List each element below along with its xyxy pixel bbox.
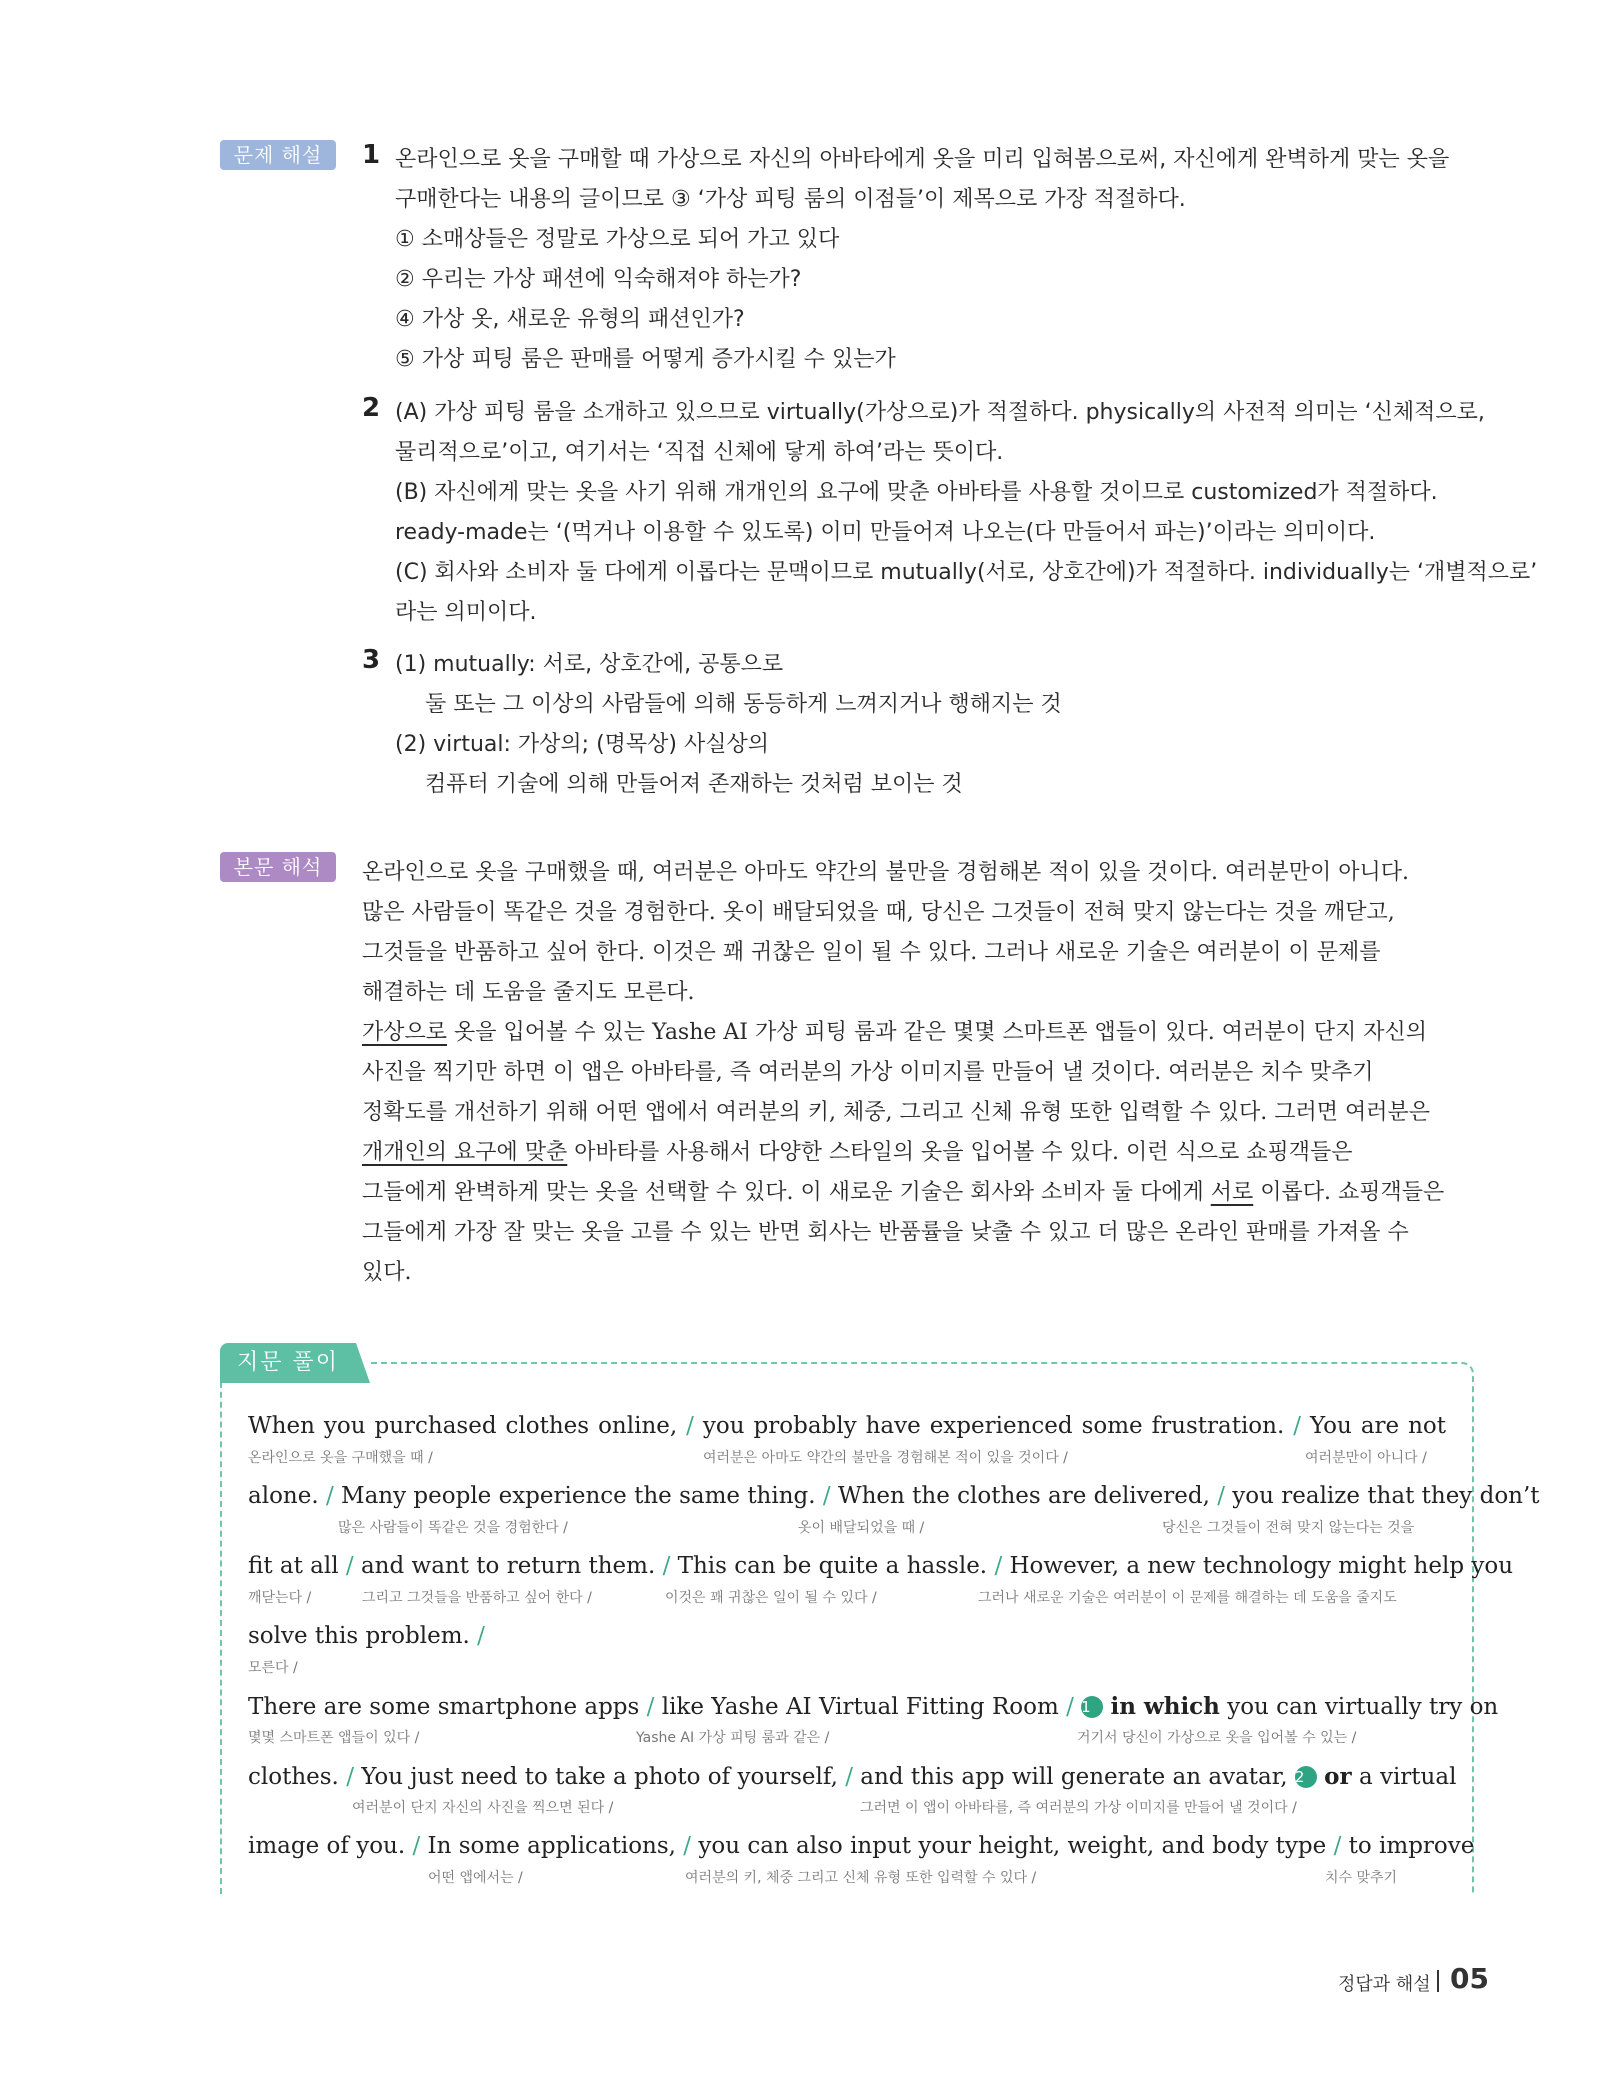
translation-line: 가상으로 옷을 입어볼 수 있는 Yashe AI 가상 피팅 룸과 같은 몇몇 스마트폰 앱들이 있다. 여러분이 단지 자신의 [362,1020,1427,1045]
choice-line: ⑤ 가상 피팅 룸은 판매를 어떻게 증가시킬 수 있는가 [395,347,896,372]
breakdown-tab: 지문 풀이 [220,1343,356,1383]
breakdown-english-line: image of you. / In some applications, / you can also input your height, weight, and body type / to improve [248,1833,1475,1859]
breakdown-korean-gloss: 어떤 앱에서는 / [428,1870,523,1886]
breakdown-korean-gloss: 옷이 배달되었을 때 / [798,1520,925,1536]
underlined-word: 가상으로 [362,1020,448,1045]
breakdown-english-line: clothes. / You just need to take a photo of yourself, / and this app will generate an avatar, 2 or a virtual [248,1763,1457,1790]
breakdown-korean-gloss: 온라인으로 옷을 구매했을 때 / [248,1450,433,1466]
solution-line: ready-made는 ‘(먹거나 이용할 수 있도록) 이미 만들어져 나오는(다 만들어서 파는)’이라는 의미이다. [395,520,1376,545]
footer-label: 정답과 해설 [1338,1974,1431,1995]
breakdown-korean-gloss: 여러분이 단지 자신의 사진을 찍으면 된다 / [352,1800,614,1816]
breakdown-korean-gloss: 깨닫는다 / [248,1590,312,1606]
circled-number-2: 2 [1295,1766,1317,1788]
translation-line: 온라인으로 옷을 구매했을 때, 여러분은 아마도 약간의 불만을 경험해본 적이 있을 것이다. 여러분만이 아니다. [362,860,1409,885]
translation-line: 개개인의 요구에 맞춘 아바타를 사용해서 다양한 스타일의 옷을 입어볼 수 있다. 이런 식으로 쇼핑객들은 [362,1140,1353,1165]
breakdown-korean-gloss: 치수 맞추기 [1325,1870,1398,1886]
breakdown-english-line: There are some smartphone apps / like Yashe AI Virtual Fitting Room / 1 in which you can virtually try on [248,1693,1499,1720]
choice-line: ① 소매상들은 정말로 가상으로 되어 가고 있다 [395,227,840,252]
translation-line: 그들에게 가장 잘 맞는 옷을 고를 수 있는 반면 회사는 반품률을 낮출 수 있고 더 많은 온라인 판매를 가져올 수 [362,1220,1409,1245]
solution-line: 구매한다는 내용의 글이므로 ③ ‘가상 피팅 룸의 이점들’이 제목으로 가장 적절하다. [395,187,1186,212]
translation-line: 있다. [362,1260,412,1285]
solution-badge: 문제 해설 [220,140,336,170]
breakdown-korean-gloss: 이것은 꽤 귀찮은 일이 될 수 있다 / [665,1590,877,1606]
grammar-point: in which [1110,1693,1220,1720]
solution-line: (C) 회사와 소비자 둘 다에게 이롭다는 문맥이므로 mutually(서로, 상호간에)가 적절하다. individually는 ‘개별적으로’ [395,560,1538,585]
breakdown-korean-gloss: 모른다 / [248,1660,298,1676]
translation-line: 사진을 찍기만 하면 이 앱은 아바타를, 즉 여러분의 가상 이미지를 만들어 낼 것이다. 여러분은 치수 맞추기 [362,1060,1374,1085]
circled-number-1: 1 [1081,1696,1103,1718]
solution-line: 라는 의미이다. [395,600,537,625]
definition-term: (1) mutually: 서로, 상호간에, 공통으로 [395,652,784,677]
solution-line: 물리적으로’이고, 여기서는 ‘직접 신체에 닿게 하여’라는 뜻이다. [395,440,1004,465]
breakdown-english-line: solve this problem. / [248,1623,485,1649]
underlined-word: 서로 [1210,1180,1254,1205]
solution-line: (B) 자신에게 맞는 옷을 사기 위해 개개인의 요구에 맞춘 아바타를 사용할 것이므로 customized가 적절하다. [395,480,1438,505]
solution-line: 온라인으로 옷을 구매할 때 가상으로 자신의 아바타에게 옷을 미리 입혀봄으로써, 자신에게 완벽하게 맞는 옷을 [395,147,1450,172]
translation-line: 그들에게 완벽하게 맞는 옷을 선택할 수 있다. 이 새로운 기술은 회사와 소비자 둘 다에게 서로 이롭다. 쇼핑객들은 [362,1180,1445,1205]
breakdown-english-line: fit at all / and want to return them. / This can be quite a hassle. / However, a new technology might help you [248,1553,1514,1579]
translation-line: 정확도를 개선하기 위해 어떤 앱에서 여러분의 키, 체중, 그리고 신체 유형 또한 입력할 수 있다. 그러면 여러분은 [362,1100,1430,1125]
translation-line: 그것들을 반품하고 싶어 한다. 이것은 꽤 귀찮은 일이 될 수 있다. 그러나 새로운 기술은 여러분이 이 문제를 [362,940,1381,965]
breakdown-korean-gloss: 몇몇 스마트폰 앱들이 있다 / [248,1730,420,1746]
definition-term: (2) virtual: 가상의; (명목상) 사실상의 [395,732,769,757]
breakdown-korean-gloss: 여러분만이 아니다 / [1305,1450,1427,1466]
definition-text: 컴퓨터 기술에 의해 만들어져 존재하는 것처럼 보이는 것 [425,772,963,797]
question-number: 2 [362,393,381,423]
grammar-point: or [1324,1763,1352,1790]
translation-line: 해결하는 데 도움을 줄지도 모른다. [362,980,695,1005]
breakdown-korean-gloss: 그러면 이 앱이 아바타를, 즉 여러분의 가상 이미지를 만들어 낼 것이다 / [860,1800,1297,1816]
translation-badge: 본문 해석 [220,852,336,882]
breakdown-korean-gloss: 거기서 당신이 가상으로 옷을 입어볼 수 있는 / [1077,1730,1357,1746]
solution-line: (A) 가상 피팅 룸을 소개하고 있으므로 virtually(가상으로)가 적절하다. physically의 사전적 의미는 ‘신체적으로, [395,400,1485,425]
breakdown-korean-gloss: 그리고 그것들을 반품하고 싶어 한다 / [362,1590,592,1606]
underlined-word: 개개인의 요구에 맞춘 [362,1140,568,1165]
breakdown-korean-gloss: 그러나 새로운 기술은 여러분이 이 문제를 해결하는 데 도움을 줄지도 [978,1590,1397,1606]
definition-text: 둘 또는 그 이상의 사람들에 의해 동등하게 느껴지거나 행해지는 것 [425,692,1062,717]
question-number: 3 [362,645,381,675]
breakdown-english-line: alone. / Many people experience the same thing. / When the clothes are delivered, / you realize that they don’t [248,1483,1540,1509]
page-number: 05 [1450,1962,1489,1995]
question-number: 1 [362,140,381,170]
translation-line: 많은 사람들이 똑같은 것을 경험한다. 옷이 배달되었을 때, 당신은 그것들이 전혀 맞지 않는다는 것을 깨닫고, [362,900,1395,925]
breakdown-korean-gloss: 여러분은 아마도 약간의 불만을 경험해본 적이 있을 것이다 / [703,1450,1068,1466]
breakdown-korean-gloss: 여러분의 키, 체중 그리고 신체 유형 또한 입력할 수 있다 / [685,1870,1037,1886]
choice-line: ④ 가상 옷, 새로운 유형의 패션인가? [395,307,745,332]
breakdown-korean-gloss: 많은 사람들이 똑같은 것을 경험한다 / [338,1520,568,1536]
breakdown-english-line: When you purchased clothes online, / you probably have experienced some frustration. / You are not [248,1413,1447,1439]
choice-line: ② 우리는 가상 패션에 익숙해져야 하는가? [395,267,802,292]
breakdown-korean-gloss: Yashe AI 가상 피팅 룸과 같은 / [636,1730,830,1746]
breakdown-korean-gloss: 당신은 그것들이 전혀 맞지 않는다는 것을 [1162,1520,1415,1536]
footer-divider [1437,1970,1439,1992]
